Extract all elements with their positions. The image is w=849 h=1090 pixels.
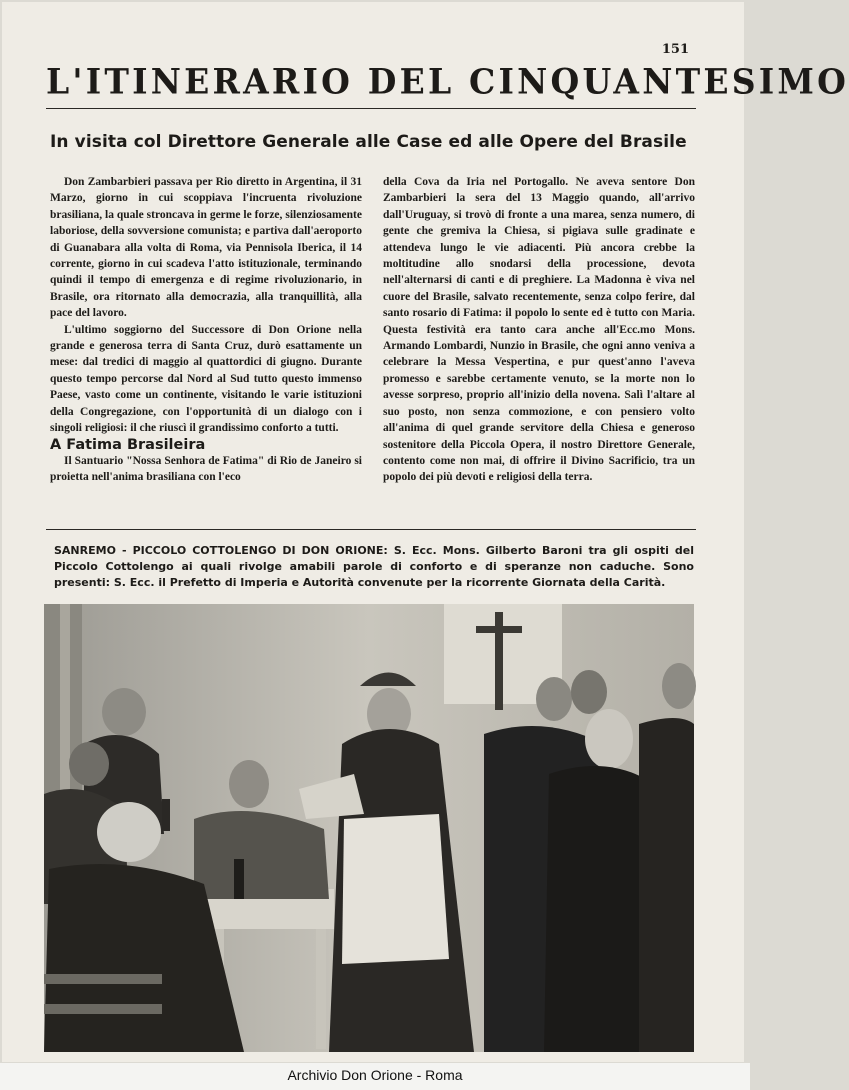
article-paragraph: Il Santuario "Nossa Senhora de Fatima" di Rio de Janeiro si proietta nell'anima brasiliana con l'eco [50,454,362,484]
article-paragraph: L'ultimo soggiorno del Successore di Don Orione nella grande e generosa terra di Santa Cruz, durò esattamente un mese: dal tredici di maggio al quattordici di giugno. Durante questo tempo percorse dal Nord al Sud tutto questo immenso Paese, vasto come un continente, visitando le varie istituzioni della Congregazione, con l'opportunità di un dialogo con i singoli religiosi: il che riuscì il grandissimo conforto a tutti. [50,323,362,435]
article-column-left [50,174,362,486]
article-subtitle: In visita col Direttore Generale alle Case ed alle Opere del Brasile [50,132,687,152]
page-title: L'ITINERARIO DEL CINQUANTESIMO [46,61,849,102]
photograph-illustration [44,604,694,1052]
section-heading: A Fatima Brasileira [50,436,206,453]
caption-rule [46,529,696,530]
photograph [44,604,694,1052]
page-number: 151 [661,42,689,57]
article-paragraph: della Cova da Iria nel Portogallo. Ne aveva sentore Don Zambarbieri la sera del 13 Maggio quando, all'arrivo dall'Uruguay, si trovò di fronte a una marea, senza numero, di gente che gremiva la Chiesa, si pigiava sulle gradinate e attendeva lungo le vie adiacenti. Più ancora crebbe la moltitudine allo snodarsi della processione, devota nell'alternarsi di canti e di preghiere. La Madonna è viva nel cuore del Brasile, salvato recentemente, senza colpo ferire, dal santo rosario di Fatima: il popolo lo sente ed è tutto con Maria. Questa festività era tanto cara anche all'Ecc.mo Mons. Armando Lombardi, Nunzio in Brasile, che ogni anno veniva a celebrare la Messa Vespertina, e pur quest'anno l'aveva promesso e sarebbe certamente venuto, se la morte non lo avesse sorpreso, proprio all'inizio della novena. Salì l'altare al suo posto, non senza commozione, e con pensiero volto all'anima di quel grande servitore della Chiesa e generoso sostenitore della Piccola Opera, il nostro Direttore Generale, contento come non mai, di offrire il Divino Sacrificio, tra un popolo dei più devoti e religiosi della terra. [383,176,695,484]
photo-caption: SANREMO - PICCOLO COTTOLENGO DI DON ORIONE: S. Ecc. Mons. Gilberto Baroni tra gli ospiti del Piccolo Cottolengo ai quali rivolge amabili parole di conforto e di speranze non caduche. Sono presenti: S. Ecc. il Prefetto di Imperia e Autorità convenute per la ricorrente Giornata della Carità. [54,544,694,589]
article-column-right [383,174,695,486]
article-paragraph: Don Zambarbieri passava per Rio diretto in Argentina, il 31 Marzo, giorno in cui scoppiava l'incruenta rivoluzione brasiliana, la quale stroncava in germe le forze, silenziosamente laboriose, della sovversione comunista; e partiva dall'aeroporto di Guanabara alla volta di Roma, via Pennisola Iberica, il 14 corrente, giorno in cui scadeva l'atto istituzionale, terminando quindi il tempo di emergenza e di regime rivoluzionario, in Brasile, ora ritornato alla democrazia, alla tranquillità, alla pace del lavoro. [50,176,362,320]
title-rule [46,108,696,109]
archive-footer: Archivio Don Orione - Roma [287,1067,463,1083]
magazine-page [2,2,849,1062]
